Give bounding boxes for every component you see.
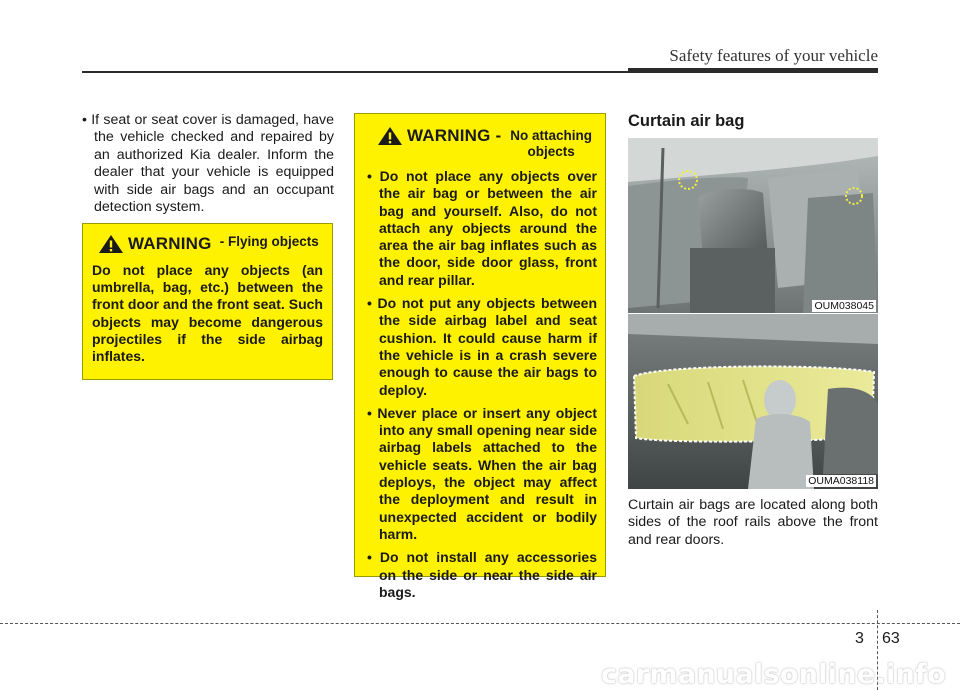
figure-curtain-airbag-deployed bbox=[628, 314, 878, 489]
warning-box-no-attaching-objects bbox=[354, 113, 606, 600]
warning-header bbox=[98, 234, 323, 254]
section-title: Curtain air bag bbox=[628, 112, 745, 130]
list-item: • Do not install any accessories on the side or near the side air bags. bbox=[367, 549, 597, 600]
damaged-seat-text: If seat or seat cover is damaged, have the vehicle checked and repaired by an authorized Kia dealer. Inform the dealer that your vehicle is equipped with side air bags and an occupant detection system. bbox=[91, 112, 334, 216]
header-rule-tab bbox=[628, 68, 878, 73]
figure-label: OUMA038118 bbox=[808, 475, 874, 487]
left-column bbox=[82, 112, 334, 216]
curtain-airbag-illustration bbox=[628, 314, 878, 489]
list-item: • Do not put any objects between the side airbag label and seat cushion. It could cause harm if the vehicle is in a crash severe enough to cause the air bags to deploy. bbox=[367, 295, 597, 398]
watermark: carmanualsonline.info bbox=[600, 659, 946, 690]
figure-side-view-interior bbox=[628, 138, 878, 314]
warning-triangle-icon bbox=[377, 126, 403, 146]
page-number: 63 bbox=[882, 630, 900, 647]
list-item: • Do not place any objects over the air bag or between the air bag and yourself. Also, do not attach any objects around the area the air bag inflates such as the door, side door glass, front and rear pillar. bbox=[367, 168, 597, 288]
interior-photo-illustration bbox=[628, 138, 878, 314]
warning-subtitle: No attaching objects bbox=[510, 128, 593, 159]
footer-rule bbox=[0, 623, 960, 624]
warning-attaching-list bbox=[367, 168, 597, 601]
warning-word: WARNING - bbox=[407, 126, 502, 145]
chapter-number: 3 bbox=[855, 630, 864, 647]
list-item: • Never place or insert any object into any small opening near side airbag labels attached to the vehicle seats. When the air bag deploys, the object may affect the deployment and result in unexpected accident or bodily harm. bbox=[367, 404, 597, 542]
list-item-text: Do not put any objects between the side airbag label and seat cushion. It could cause harm if the vehicle is in a crash severe enough to cause the air bags to deploy. bbox=[377, 295, 597, 398]
list-item-text: Never place or insert any object into any small opening near side airbag labels attached to the vehicle seats. When the air bag deploys, the object may affect the deployment and result in unexpected accident or bodily harm. bbox=[377, 404, 597, 542]
header-title: Safety features of your vehicle bbox=[669, 46, 878, 65]
warning-subtitle: - Flying objects bbox=[219, 234, 319, 249]
list-item-text: Do not install any accessories on the side or near the side air bags. bbox=[379, 549, 597, 600]
warning-word: WARNING bbox=[128, 234, 212, 253]
warning-triangle-icon bbox=[98, 234, 124, 254]
warning-header bbox=[377, 126, 597, 160]
right-column bbox=[628, 110, 878, 131]
list-item-text: Do not place any objects over the air bag or between the air bag and yourself. Also, do not attach any objects around the area the air bag inflates such as the door, side door glass, front and rear pillar. bbox=[379, 168, 597, 288]
curtain-airbag-description: Curtain air bags are located along both sides of the roof rails above the front and rear doors. bbox=[628, 497, 878, 548]
warning-box-flying-objects bbox=[82, 223, 333, 380]
figure-label: OUM038045 bbox=[814, 300, 874, 312]
warning-flying-body: Do not place any objects (an umbrella, bag, etc.) between the front door and the front seat. Such objects may become dangerous projectiles if the side airbag inflates. bbox=[92, 262, 323, 365]
damaged-seat-bullet: • If seat or seat cover is damaged, have the vehicle checked and repaired by an authorized Kia dealer. Inform the dealer that your vehicle is equipped with side air bags and an occupant detection system. bbox=[82, 112, 334, 216]
